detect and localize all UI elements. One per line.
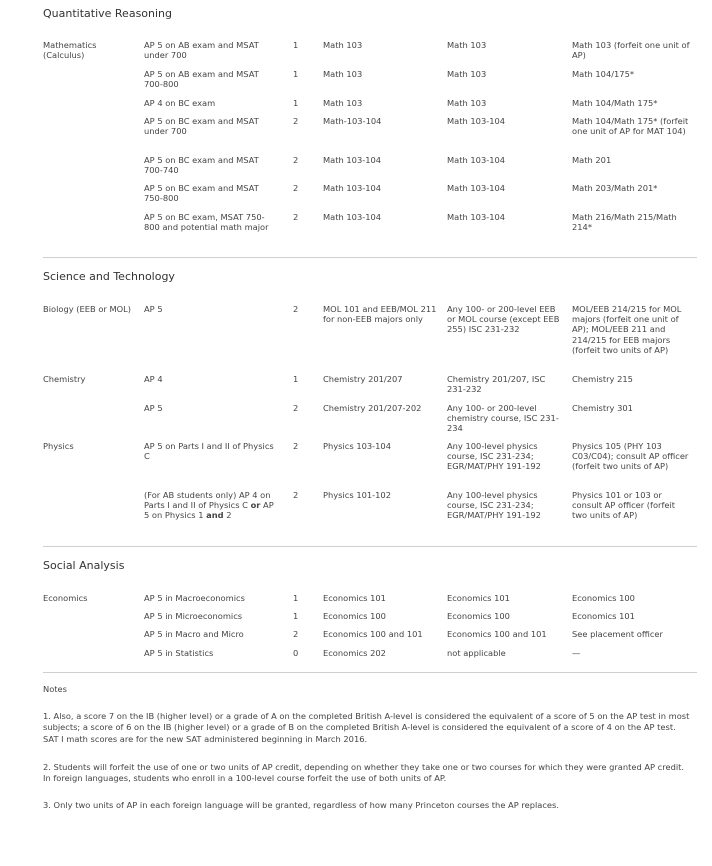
placement-cell: Math 201 (572, 155, 612, 165)
section-divider (43, 546, 697, 547)
requirement-cell: Any 100-level physics course, ISC 231-234; EGR/MAT/PHY 191-192 (447, 441, 541, 472)
exam-cell: AP 5 on BC exam and MSAT 700-740 (144, 155, 259, 176)
course-cell: Math-103-104 (323, 116, 382, 126)
section-title-quantitative: Quantitative Reasoning (43, 7, 173, 20)
exam-text: (For AB students only) AP 4 on Parts I and II of Physics C (144, 490, 271, 511)
note-item-cutoff (43, 827, 693, 835)
placement-cell: Economics 100 (572, 593, 635, 603)
exam-cell: AP 4 (144, 374, 163, 384)
notes-title: Notes (43, 684, 67, 694)
course-cell: Math 103-104 (323, 155, 382, 165)
requirement-cell: Chemistry 201/207, ISC 231-232 (447, 374, 546, 395)
course-cell: Physics 101-102 (323, 490, 391, 500)
section-title-social: Social Analysis (43, 559, 125, 572)
course-cell: Chemistry 201/207-202 (323, 403, 422, 413)
exam-cell: AP 5 in Macro and Micro (144, 629, 244, 639)
placement-cell: Math 216/Math 215/Math 214* (572, 212, 677, 233)
units-cell: 2 (293, 304, 299, 314)
units-cell: 1 (293, 374, 299, 384)
units-cell: 1 (293, 69, 299, 79)
units-cell: 1 (293, 611, 299, 621)
exam-text: AP 5 on Physics 1 (144, 500, 274, 521)
course-cell: Physics 103-104 (323, 441, 391, 451)
exam-cell: AP 5 on AB exam and MSAT under 700 (144, 40, 259, 61)
requirement-cell: Economics 100 and 101 (447, 629, 547, 639)
subject-cell: Mathematics (Calculus) (43, 40, 97, 61)
units-cell: 0 (293, 648, 299, 658)
course-cell: Economics 100 (323, 611, 386, 621)
units-cell: 2 (293, 629, 299, 639)
requirement-cell: Economics 100 (447, 611, 510, 621)
exam-cell: AP 5 on Parts I and II of Physics C (144, 441, 274, 462)
placement-cell: Math 104/Math 175* (forfeit one unit of AP for MAT 104) (572, 116, 689, 137)
course-cell: MOL 101 and EEB/MOL 211 for non-EEB majors only (323, 304, 437, 325)
placement-cell: Physics 101 or 103 or consult AP officer (forfeit two units of AP) (572, 490, 676, 521)
course-cell: Math 103 (323, 40, 363, 50)
units-cell: 2 (293, 183, 299, 193)
requirement-cell: Math 103 (447, 69, 487, 79)
requirement-cell: Math 103-104 (447, 155, 506, 165)
exam-cell: AP 5 on BC exam and MSAT under 700 (144, 116, 259, 137)
units-cell: 2 (293, 155, 299, 165)
requirement-cell: Economics 101 (447, 593, 510, 603)
requirement-cell: Any 100- or 200-level EEB or MOL course (except EEB 255) ISC 231-232 (447, 304, 560, 335)
units-cell: 2 (293, 490, 299, 500)
requirement-cell: not applicable (447, 648, 506, 658)
exam-cell: AP 5 in Macroeconomics (144, 593, 245, 603)
course-cell: Chemistry 201/207 (323, 374, 403, 384)
course-cell: Math 103 (323, 69, 363, 79)
units-cell: 2 (293, 212, 299, 222)
placement-cell: See placement officer (572, 629, 663, 639)
requirement-cell: Any 100-level physics course, ISC 231-234; EGR/MAT/PHY 191-192 (447, 490, 541, 521)
exam-cell: AP 5 in Statistics (144, 648, 214, 658)
course-cell: Math 103-104 (323, 183, 382, 193)
subject-cell: Physics (43, 441, 74, 451)
course-cell: Math 103-104 (323, 212, 382, 222)
exam-cell: AP 5 on AB exam and MSAT 700-800 (144, 69, 259, 90)
requirement-cell: Math 103-104 (447, 183, 506, 193)
note-item: 2. Students will forfeit the use of one or two units of AP credit, depending on whether they take one or two courses for which they were granted AP credit. In foreign languages, students who enroll in a 100-level course forfeit the use of both units of AP. (43, 762, 685, 784)
requirement-cell: Math 103-104 (447, 116, 506, 126)
exam-cell: AP 5 (144, 304, 163, 314)
requirement-cell: Math 103 (447, 40, 487, 50)
note-item: 1. Also, a score 7 on the IB (higher level) or a grade of A on the completed British A-level is considered the equivalent of a score of 5 on the AP test in most subjects; a score of 6 on the IB (higher level) or a grade of B on the completed British A-level is considered the equivalent of a score of 4 on the AP test. SAT I math scores are for the new SAT administered beginning in March 2016. (43, 711, 690, 744)
exam-text-bold: and (206, 510, 224, 521)
requirement-cell: Math 103 (447, 98, 487, 108)
units-cell: 1 (293, 98, 299, 108)
placement-cell: Math 103 (forfeit one unit of AP) (572, 40, 690, 61)
placement-cell: Physics 105 (PHY 103 C03/C04); consult AP officer (forfeit two units of AP) (572, 441, 689, 472)
exam-text-bold: or (250, 500, 261, 511)
units-cell: 2 (293, 441, 299, 451)
section-divider (43, 257, 697, 258)
units-cell: 2 (293, 403, 299, 413)
units-cell: 2 (293, 116, 299, 126)
course-cell: Math 103 (323, 98, 363, 108)
exam-cell: AP 4 on BC exam (144, 98, 216, 108)
section-title-science: Science and Technology (43, 270, 175, 283)
course-cell: Economics 100 and 101 (323, 629, 423, 639)
note-item: 3. Only two units of AP in each foreign language will be granted, regardless of how many Princeton courses the AP replaces. (43, 800, 559, 810)
placement-cell: Math 104/175* (572, 69, 635, 79)
exam-cell: AP 5 in Microeconomics (144, 611, 243, 621)
requirement-cell: Math 103-104 (447, 212, 506, 222)
exam-cell: AP 5 on BC exam, MSAT 750-800 and potential math major (144, 212, 269, 233)
subject-cell: Biology (EEB or MOL) (43, 304, 131, 314)
requirement-cell: Any 100- or 200-level chemistry course, ISC 231-234 (447, 403, 559, 434)
placement-cell: — (572, 648, 581, 658)
placement-cell: Math 203/Math 201* (572, 183, 658, 193)
placement-cell: Economics 101 (572, 611, 635, 621)
course-cell: Economics 101 (323, 593, 386, 603)
units-cell: 1 (293, 593, 299, 603)
exam-cell (144, 490, 280, 521)
section-divider (43, 672, 697, 673)
units-cell: 1 (293, 40, 299, 50)
exam-cell: AP 5 on BC exam and MSAT 750-800 (144, 183, 259, 204)
course-cell: Economics 202 (323, 648, 386, 658)
subject-cell: Chemistry (43, 374, 86, 384)
placement-cell: Chemistry 301 (572, 403, 633, 413)
placement-cell: Chemistry 215 (572, 374, 633, 384)
exam-text: 2 (223, 510, 232, 521)
placement-cell: Math 104/Math 175* (572, 98, 658, 108)
subject-cell: Economics (43, 593, 88, 603)
exam-cell: AP 5 (144, 403, 163, 413)
placement-cell: MOL/EEB 214/215 for MOL majors (forfeit one unit of AP); MOL/EEB 211 and 214/215 for EEB majors (forfeit two units of AP) (572, 304, 682, 355)
